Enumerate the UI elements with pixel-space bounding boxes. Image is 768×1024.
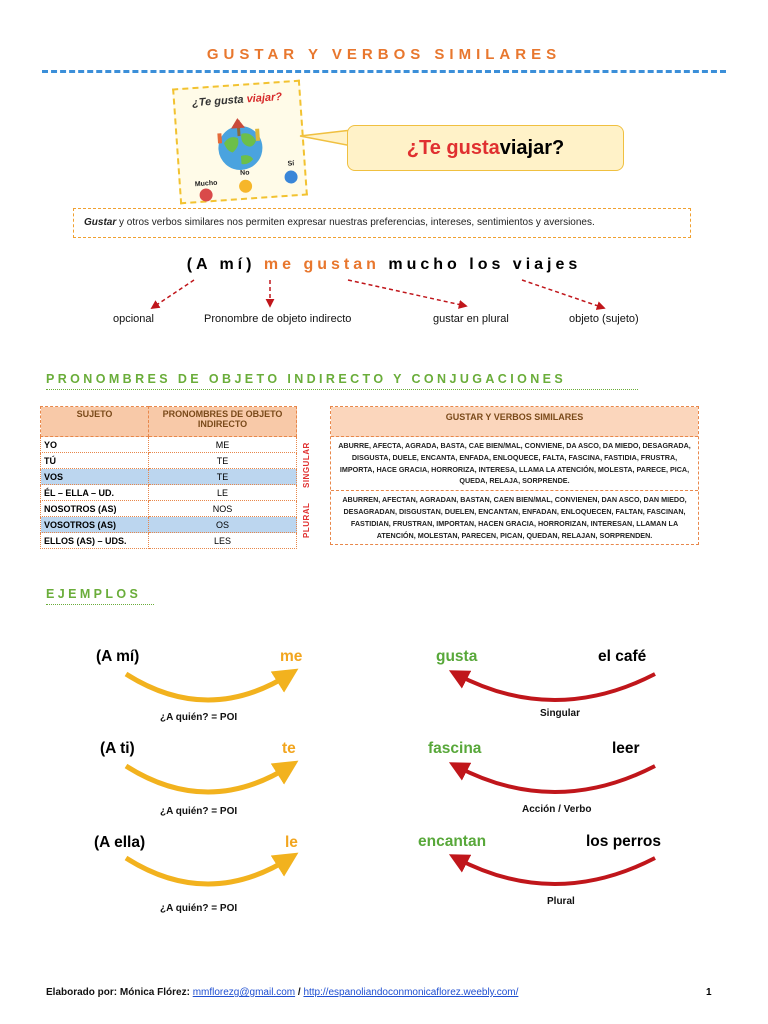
example-right-caption: Plural <box>547 896 575 907</box>
footer-email-link[interactable]: mmflorezg@gmail.com <box>192 987 296 998</box>
label-pronombre: Pronombre de objeto indirecto <box>204 313 352 325</box>
table-row: NOSOTROS (AS) NOS <box>41 501 297 517</box>
bubble-highlight: ¿Te gusta <box>406 136 500 159</box>
example-right-verb: gusta <box>436 648 478 665</box>
example-right-object: el café <box>598 648 647 665</box>
example-left-caption: ¿A quién? = POI <box>160 712 238 723</box>
example-right-caption: Singular <box>540 708 581 719</box>
table-row: VOSOTROS (AS) OS <box>41 517 297 533</box>
section-divider <box>46 389 638 390</box>
table-header-sujeto: SUJETO <box>41 407 149 437</box>
pronoun-table <box>40 406 297 549</box>
verbs-table-header: GUSTAR Y VERBOS SIMILARES <box>331 407 698 437</box>
example-left-pronoun: te <box>282 740 296 757</box>
example-left-caption: ¿A quién? = POI <box>160 903 238 914</box>
label-sujeto: objeto (sujeto) <box>569 313 639 325</box>
verbs-plural: ABURREN, AFECTAN, AGRADAN, BASTAN, CAEN BIEN/MAL, CONVIENEN, DAN ASCO, DAN MIEDO, DESAGRADAN, DISGUSTAN, DUELEN, ENCANTAN, ENFADAN, ENLOQUECEN, FALTAN, FASCINAN, FASTIDIAN, FRUSTRAN, IMPORTAN, HACEN GRACIA, HORRORIZAN, INTERESAN, LLAMAN LA ATENCIÓN, MOLESTAN, PARECEN, PICAN, QUEDAN, RELAJAN, SORPRENDEN. <box>331 490 698 544</box>
singular-label: SINGULAR <box>302 442 311 488</box>
bubble-text: viajar? <box>499 136 565 159</box>
rating-no-label: No <box>239 169 250 178</box>
plural-label: PLURAL <box>302 502 311 538</box>
table-header-pronombres: PRONOMBRES DE OBJETO INDIRECTO <box>149 407 297 437</box>
rating-mucho-label: Mucho <box>194 179 218 189</box>
bubble-tail-mask <box>348 128 362 168</box>
table-row: VOS TE <box>41 469 297 485</box>
example-sentence <box>0 256 768 274</box>
table-row: ELLOS (AS) – UDS. LES <box>41 533 297 549</box>
rating-si-label: Sí <box>287 160 295 168</box>
intro-box <box>73 208 691 238</box>
example-left-subject: (A ella) <box>94 834 146 851</box>
verbs-singular: ABURRE, AFECTA, AGRADA, BASTA, CAE BIEN/MAL, CONVIENE, DA ASCO, DA MIEDO, DESAGRADA, DISGUSTA, DUELE, ENCANTA, ENFADA, ENLOQUECE, FALTA, FASCINA, FASTIDIA, FRUSTRA, IMPORTA, HACE GRACIA, HORRORIZA, INTERESA, LLAMA LA ATENCIÓN, MOLESTA, PARECE, PICA, QUEDA, RELAJA, SORPRENDE. <box>338 441 691 486</box>
section-title-pronombres: PRONOMBRES DE OBJETO INDIRECTO Y CONJUGACIONES <box>46 372 567 386</box>
intro-text: y otros verbos similares nos permiten expresar nuestras preferencias, intereses, sentimientos y aversiones. <box>116 217 595 228</box>
footer-separator: / <box>295 987 304 998</box>
label-opcional: opcional <box>113 313 154 325</box>
section-divider <box>46 604 154 605</box>
footer-author: Elaborado por: Mónica Flórez: <box>46 987 193 998</box>
footer-url-link[interactable]: http://espanoliandoconmonicaflorez.weebly.com/ <box>303 987 519 998</box>
verbs-table <box>330 406 699 545</box>
sentence-verb: me gustan <box>263 256 380 273</box>
label-plural: gustar en plural <box>433 313 509 325</box>
example-left-pronoun: me <box>280 648 303 665</box>
example-right-object: leer <box>612 740 640 757</box>
example-right-verb: fascina <box>428 740 482 757</box>
example-left-subject: (A mí) <box>96 648 140 665</box>
example-right-object: los perros <box>586 833 661 850</box>
table-row: ÉL – ELLA – UD. LE <box>41 485 297 501</box>
example-right-verb: encantan <box>418 833 487 850</box>
table-row: YO ME <box>41 437 297 453</box>
intro-keyword: Gustar <box>84 217 117 228</box>
example-left-pronoun: le <box>285 834 298 851</box>
sentence-arrows <box>0 276 768 316</box>
example-arrows <box>0 640 768 940</box>
sentence-optional: (A mí) <box>186 256 264 273</box>
example-left-subject: (A ti) <box>100 740 135 757</box>
speech-bubble <box>347 125 624 171</box>
table-row: TÚ TE <box>41 453 297 469</box>
illustration-caption: ¿Te gusta viajar? <box>191 90 283 110</box>
footer <box>46 987 518 998</box>
example-left-caption: ¿A quién? = POI <box>160 806 238 817</box>
page-title: GUSTAR Y VERBOS SIMILARES <box>206 46 562 63</box>
example-right-caption: Acción / Verbo <box>522 804 592 815</box>
sentence-object: mucho los viajes <box>379 256 582 273</box>
page-number: 1 <box>706 987 712 998</box>
section-title-ejemplos: EJEMPLOS <box>46 587 142 601</box>
